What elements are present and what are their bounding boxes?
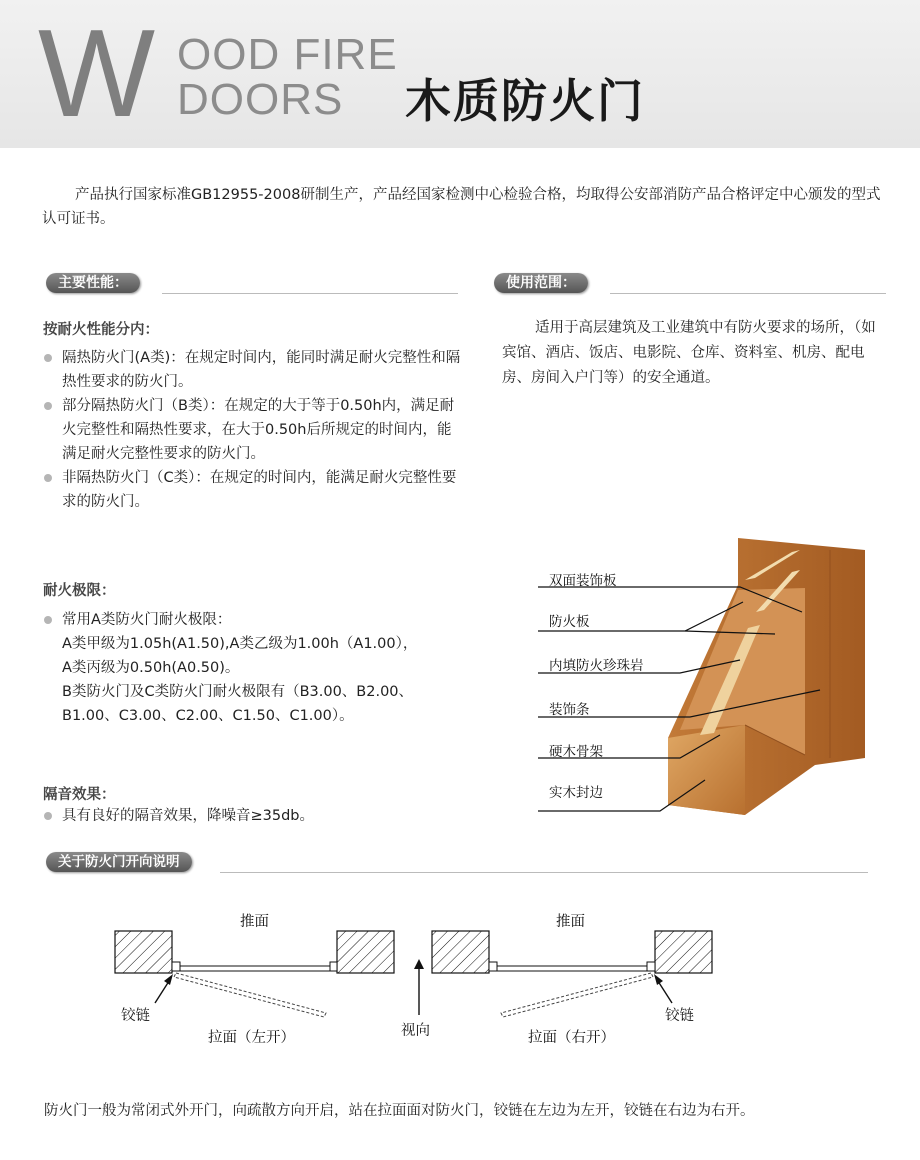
hinge-label: 铰链 xyxy=(121,1008,150,1024)
opening-direction-diagram xyxy=(100,905,730,1055)
arrow-head xyxy=(414,959,424,969)
usage-paragraph: 适用于高层建筑及工业建筑中有防火要求的场所，（如宾馆、酒店、饭店、电影院、仓库、资料室、机房、配电房、房间入户门等）的安全通道。 xyxy=(502,320,876,386)
door-leaf-closed xyxy=(497,966,647,971)
door-leaf-open xyxy=(174,973,326,1017)
wall-block xyxy=(115,931,172,973)
arrow-head xyxy=(654,974,663,985)
intro-paragraph: 产品执行国家标准GB12955-2008研制生产，产品经国家检测中心检验合格，均取得公安部消防产品合格评定中心颁发的型式认可证书。 xyxy=(42,187,881,227)
section-divider xyxy=(162,293,458,294)
layer-label: 内填防火珍珠岩 xyxy=(549,658,644,674)
door-leaf-open xyxy=(501,973,653,1017)
section-tab-opening: 关于防火门开向说明 xyxy=(46,852,192,872)
door-leaf-closed xyxy=(180,966,330,971)
door-stop xyxy=(330,962,337,971)
fire-category-list xyxy=(42,346,462,514)
sound-heading: 隔音效果： xyxy=(43,787,116,803)
list-item: 非隔热防火门（C类）：在规定的时间内，能满足耐火完整性要求的防火门。 xyxy=(42,466,462,514)
fire-limit-list xyxy=(42,608,482,728)
list-item: 隔热防火门(A类)：在规定时间内，能同时满足耐火完整性和隔热性要求的防火门。 xyxy=(42,346,462,394)
section-divider xyxy=(220,872,868,873)
layer-label: 双面装饰板 xyxy=(549,573,617,589)
layer-label: 装饰条 xyxy=(549,702,590,718)
view-label: 视向 xyxy=(401,1023,430,1039)
wall-block xyxy=(655,931,712,973)
bullet-icon xyxy=(44,812,52,820)
layer-label: 实木封边 xyxy=(549,785,603,801)
layer-label: 防火板 xyxy=(549,614,590,630)
bullet-icon xyxy=(44,354,52,362)
fire-category-heading: 按耐火性能分内： xyxy=(43,322,159,338)
opening-note: 防火门一般为常闭式外开门，向疏散方向开启，站在拉面面对防火门，铰链在左边为左开，铰链在右边为右开。 xyxy=(44,1103,755,1119)
hinge-icon xyxy=(172,962,180,971)
logo-line-1: OOD FIRE xyxy=(177,30,398,79)
list-item: 部分隔热防火门（B类）：在规定的大于等于0.50h内，满足耐火完整性和隔热性要求，在大于0.50h后所规定的时间内，能满足耐火完整性要求的防火门。 xyxy=(42,394,462,466)
bullet-icon xyxy=(44,474,52,482)
bullet-icon xyxy=(44,616,52,624)
pull-face-label: 拉面（左开） xyxy=(208,1030,295,1046)
header-banner xyxy=(0,0,920,148)
pull-face-label: 拉面（右开） xyxy=(528,1030,615,1046)
layer-label: 硬木骨架 xyxy=(549,744,603,760)
logo-big-letter: W xyxy=(38,5,150,143)
wall-block xyxy=(432,931,489,973)
door-front-face xyxy=(668,725,745,815)
wall-block xyxy=(337,931,394,973)
fire-limit-heading: 耐火极限： xyxy=(43,583,116,599)
section-tab-usage: 使用范围： xyxy=(494,273,588,293)
page-title: 木质防火门 xyxy=(405,74,645,128)
door-stop xyxy=(489,962,497,971)
arrow-head xyxy=(164,974,173,985)
logo-line-2: DOORS xyxy=(177,75,344,124)
section-tab-performance: 主要性能： xyxy=(46,273,140,293)
bullet-icon xyxy=(44,402,52,410)
list-item: 常用A类防火门耐火极限： A类甲级为1.05h(A1.50),A类乙级为1.00h（A1.00）， A类丙级为0.50h(A0.50)。 B类防火门及C类防火门耐火极限有（B3.00、B2.00、 B1.00、C3.00、C2.00、C1.50、C1.00）。 xyxy=(42,608,482,728)
sound-list xyxy=(42,804,482,828)
list-item: 具有良好的隔音效果，降噪音≥35db。 xyxy=(42,804,482,828)
section-divider xyxy=(610,293,886,294)
push-face-label: 推面 xyxy=(240,914,269,930)
hinge-label: 铰链 xyxy=(665,1008,694,1024)
push-face-label: 推面 xyxy=(556,914,585,930)
hinge-icon xyxy=(647,962,655,971)
